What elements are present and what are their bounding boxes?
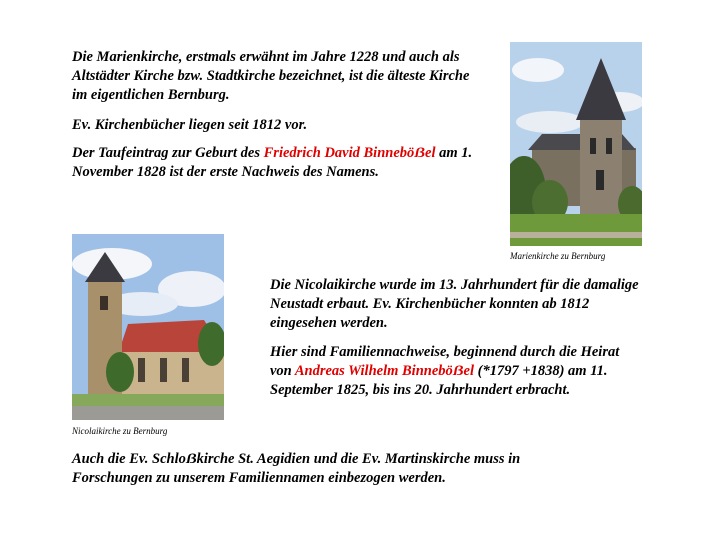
nave-window (138, 358, 145, 382)
closing-paragraph: Auch die Ev. Schloẞkirche St. Aegidien und die Ev. Martinskirche muss in Forschungen zu unserem Familiennamen einbezogen werden. (72, 451, 521, 486)
nave-window (182, 358, 189, 382)
taufeintrag-text-after: am 1. November 1828 ist der erste Nachweis des Namens. (72, 145, 473, 180)
heirat-text-after: (*1797 +1838) am 11. September 1825, bis ins 20. Jahrhundert erbracht. (270, 363, 608, 398)
nicolaikirche-photo (72, 234, 224, 420)
marienkirche-photo (510, 42, 642, 246)
andreas-name: Andreas Wilhelm Binneböẞel (294, 363, 474, 379)
tower-window (606, 138, 612, 154)
cloud (512, 58, 564, 82)
lawn (510, 214, 642, 246)
path (510, 232, 642, 238)
tower-window (100, 296, 108, 310)
nave-window (160, 358, 167, 382)
tower-window (590, 138, 596, 154)
heirat-text-before: Hier sind Familiennachweise, beginnend durch die Heirat von (270, 344, 620, 379)
nicolaikirche-caption: Nicolaikirche zu Bernburg (72, 426, 168, 436)
marienkirche-paragraph: Die Marienkirche, erstmals erwähnt im Jahre 1228 und auch als Altstädter Kirche bzw. Stadtkirche bezeichnet, ist die älteste Kirche im eigentlichen Bernburg. (72, 49, 470, 103)
heirat-paragraph (270, 343, 642, 400)
tower (580, 118, 622, 214)
marienkirche-caption: Marienkirche zu Bernburg (510, 251, 606, 261)
nicolaikirche-paragraph: Die Nicolaikirche wurde im 13. Jahrhundert für die damalige Neustadt erbaut. Ev. Kirchenbücher konnten ab 1812 eingesehen werden. (270, 277, 639, 331)
taufeintrag-text-before: Der Taufeintrag zur Geburt des (72, 145, 264, 161)
road (72, 406, 224, 420)
tree (106, 352, 134, 392)
tower-window (596, 170, 604, 190)
kirchenbuecher-paragraph: Ev. Kirchenbücher liegen seit 1812 vor. (72, 117, 308, 133)
taufeintrag-paragraph (72, 144, 482, 182)
cloud (516, 111, 584, 133)
friedrich-name: Friedrich David Binneböẞel (263, 145, 436, 161)
